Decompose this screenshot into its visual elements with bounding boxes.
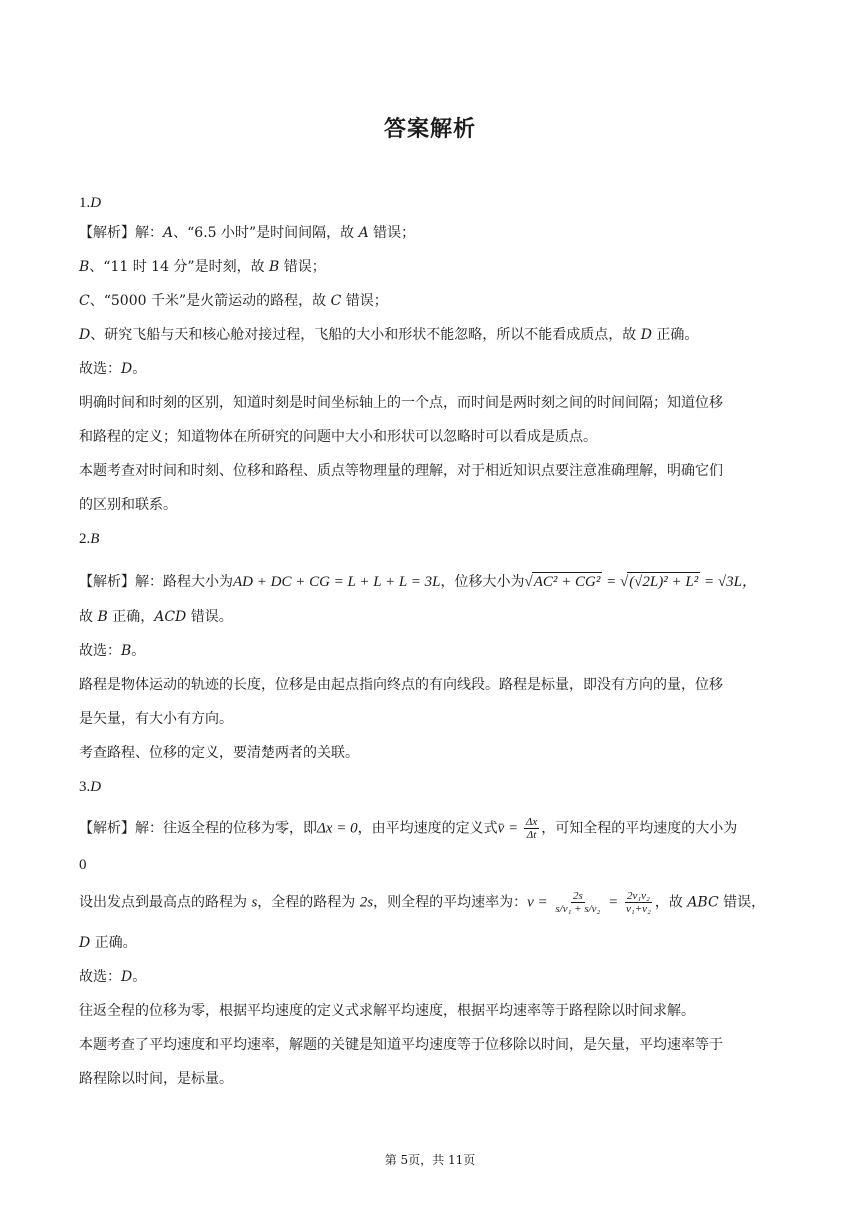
q1-comment-b: 的区别和联系。: [79, 497, 177, 513]
q3-number: 3.: [79, 779, 91, 795]
q3-analysis-b: 0: [79, 857, 87, 873]
q1-point-1b: 和路程的定义；知道物体在所研究的问题中大小和形状可以忽略时可以看成是质点。: [79, 429, 597, 445]
page-title: 答案解析: [383, 117, 476, 142]
q1-number: 1.: [79, 195, 91, 211]
q2-comment: 考查路程、位移的定义，要清楚两者的关联。: [79, 745, 359, 761]
q3-analysis-a: 【解析】解：往返全程的位移为零，即Δx = 0，由平均速度的定义式v̄ = $\frac{\Delta x}{\Delta t}$ ，可知全程的平均速度的大小为: [79, 816, 738, 841]
q1-analysis-b: B、“11 时 14 分”是时刻，故 B 错误；: [79, 259, 326, 275]
q1-answer: D: [90, 195, 102, 211]
q3-choice: 故选：D。: [79, 969, 147, 985]
q2-number: 2.: [79, 531, 91, 547]
q2-heading: [79, 530, 779, 548]
q3-heading: [79, 778, 779, 796]
q3-answer: D: [90, 779, 102, 795]
q1-analysis-d: D、研究飞船与天和核心舱对接过程，飞船的大小和形状不能忽略，所以不能看成质点，故 D 正确。: [79, 327, 699, 343]
q1-comment-a: 本题考查对时间和时刻、位移和路程、质点等物理量的理解，对于相近知识点要注意准确理解，明确它们: [79, 463, 723, 479]
q3-comment-a: 本题考查了平均速度和平均速率，解题的关键是知道平均速度等于位移除以时间，是矢量，平均速率等于: [79, 1037, 723, 1053]
q1-analysis-a: 【解析】解：A、“6.5 小时”是时间间隔，故 A 错误；: [79, 225, 416, 241]
q2-answer: B: [90, 531, 100, 547]
q3-comment-b: 路程除以时间，是标量。: [79, 1071, 233, 1087]
q1-choice: 故选：D。: [79, 361, 147, 377]
page-footer: 第 5页，共 11页: [384, 1153, 476, 1167]
q2-analysis-a: 【解析】解：路程大小为AD + DC + CG = L + L + L = 3L，位移大小为√AC² + CG² = √(√2L)² + L² = √3L，: [79, 574, 757, 590]
q3-analysis-d: D 正确。: [79, 935, 137, 951]
q3-point: 往返全程的位移为零，根据平均速度的定义式求解平均速度，根据平均速率等于路程除以时间求解。: [79, 1003, 695, 1019]
q2-point-1a: 路程是物体运动的轨迹的长度，位移是由起点指向终点的有向线段。路程是标量，即没有方向的量，位移: [79, 677, 723, 693]
q2-choice: 故选：B。: [79, 643, 146, 659]
q1-analysis-c: C、“5000 千米”是火箭运动的路程，故 C 错误；: [79, 293, 388, 309]
q1-point-1a: 明确时间和时刻的区别，知道时刻是时间坐标轴上的一个点，而时间是两时刻之间的时间间隔；知道位移: [79, 395, 723, 411]
q3-analysis-c: 设出发点到最高点的路程为 s，全程的路程为 2s，则全程的平均速率为：v = $\frac{2s}{\text{s/v₁ + s/v₂}}$ = $\frac{\text{2v₁v₂}}{\text{v₁+v₂}}$ ，故 ABC 错误，: [79, 890, 766, 915]
q2-point-1b: 是矢量，有大小有方向。: [79, 711, 233, 727]
q2-analysis-b: 故 B 正确，ACD 错误。: [79, 609, 233, 625]
q1-heading: [79, 194, 779, 212]
